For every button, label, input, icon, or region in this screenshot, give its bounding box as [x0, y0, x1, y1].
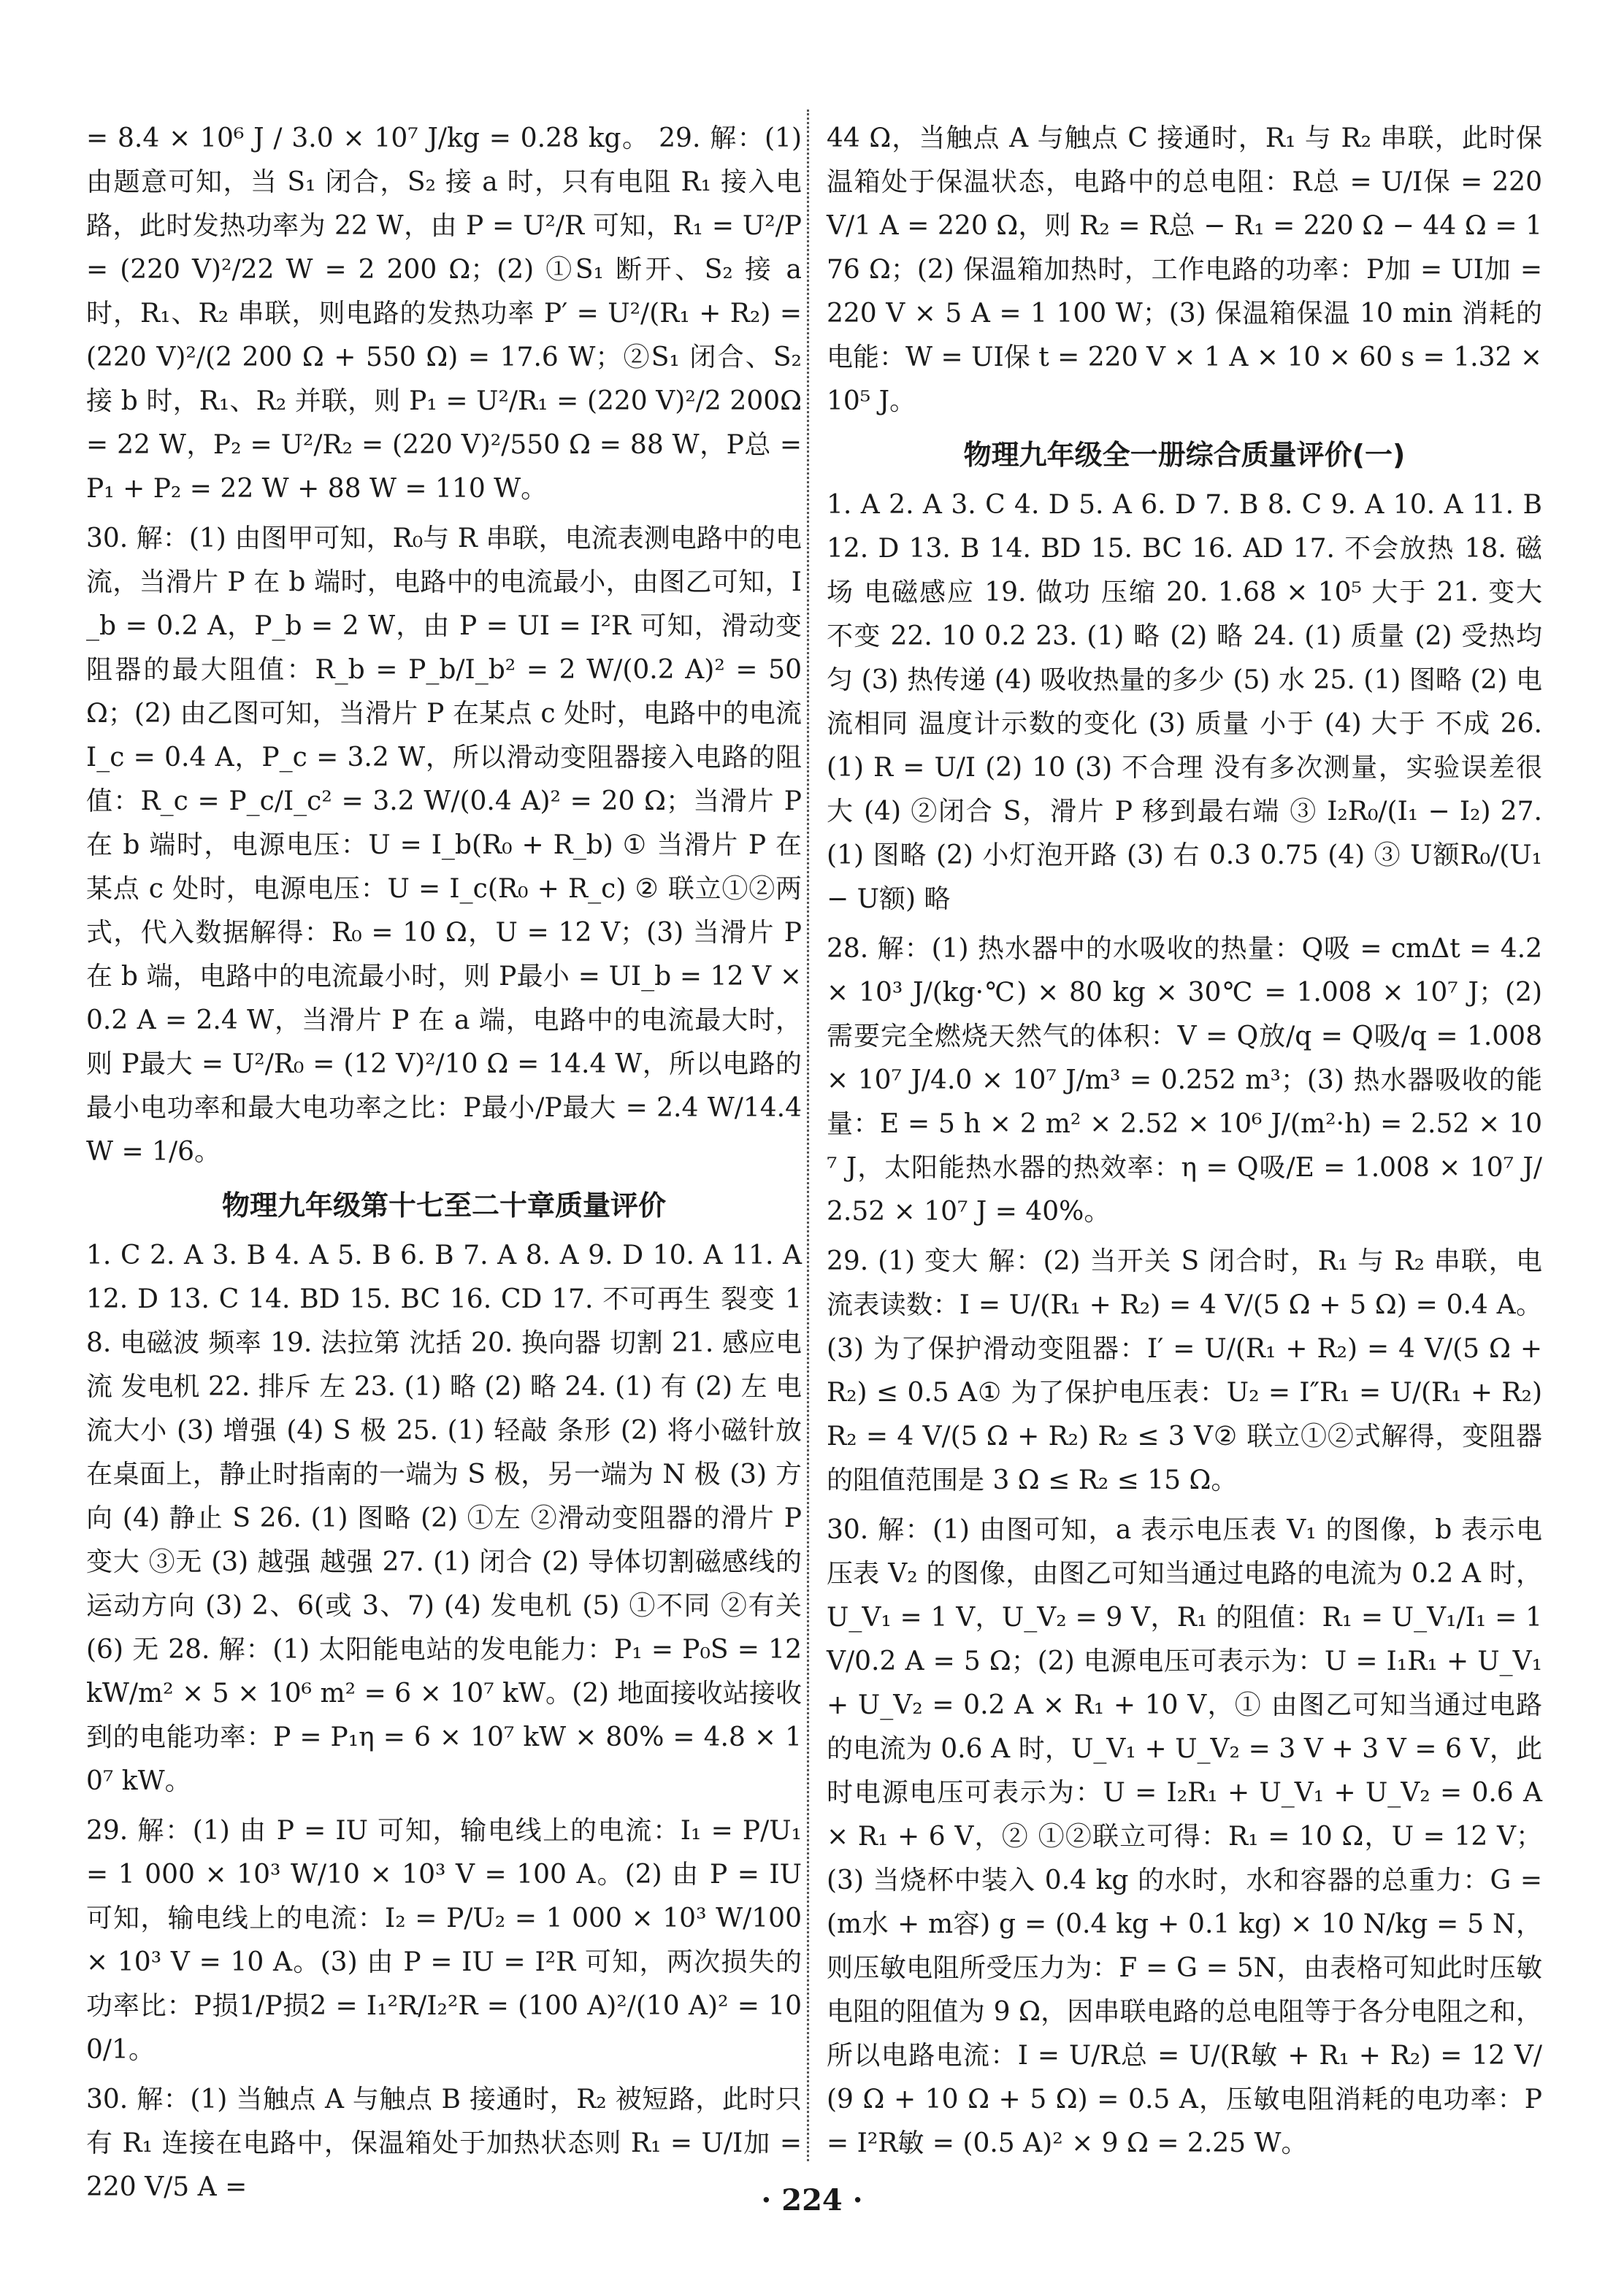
left-q30b-paragraph: 30. 解：(1) 当触点 A 与触点 B 接通时，R₂ 被短路，此时只有 R₁ 连接在电路中，保温箱处于加热状态则 R₁ = U/I加 = 220 V/5 A =: [86, 2085, 802, 2202]
left-q29-paragraph: 29. 解：(1) 由 P = IU 可知，输电线上的电流：I₁ = P/U₁ = 1 000 × 10³ W/10 × 10³ V = 100 A。(2) 由 P = IU 可知，输电线上的电流：I₂ = P/U₂ = 1 000 × 10³ W/100 × 10³ V = 10 A。(3) 由 P = IU = I²R 可知，两次损失的功率比：P损1/P损2 = I₁²R/I₂²R = (100 A)²/(10 A)² = 100/1。: [86, 1816, 802, 2065]
left-column: [86, 117, 802, 2215]
page-number: · 224 ·: [761, 2183, 863, 2217]
right-q29-paragraph: 29. (1) 变大 解：(2) 当开关 S 闭合时，R₁ 与 R₂ 串联，电流表读数：I = U/(R₁ + R₂) = 4 V/(5 Ω + 5 Ω) = 0.4 A。(3) 为了保护滑动变阻器：I′ = U/(R₁ + R₂) = 4 V/(5 Ω + R₂) ≤ 0.5 A① 为了保护电压表：U₂ = I″R₁ = U/(R₁ + R₂) R₂ = 4 V/(5 Ω + R₂) R₂ ≤ 3 V② 联立①②式解得，变阻器的阻值范围是 3 Ω ≤ R₂ ≤ 15 Ω。: [827, 1246, 1542, 1495]
left-q30-paragraph: 30. 解：(1) 由图甲可知，R₀与 R 串联，电流表测电路中的电流，当滑片 P 在 b 端时，电路中的电流最小，由图乙可知，I_b = 0.2 A，P_b = 2 W，由 P = UI = I²R 可知，滑动变阻器的最大阻值：R_b = P_b/I_b² = 2 W/(0.2 A)² = 50 Ω；(2) 由乙图可知，当滑片 P 在某点 c 处时，电路中的电流 I_c = 0.4 A，P_c = 3.2 W，所以滑动变阻器接入电路的阻值：R_c = P_c/I_c² = 3.2 W/(0.4 A)² = 20 Ω；当滑片 P 在 b 端时，电源电压：U = I_b(R₀ + R_b) ① 当滑片 P 在某点 c 处时，电源电压：U = I_c(R₀ + R_c) ② 联立①②两式，代入数据解得：R₀ = 10 Ω，U = 12 V；(3) 当滑片 P 在 b 端，电路中的电流最小时，则 P最小 = UI_b = 12 V × 0.2 A = 2.4 W，当滑片 P 在 a 端，电路中的电流最大时，则 P最大 = U²/R₀ = (12 V)²/10 Ω = 14.4 W，所以电路的最小电功率和最大电功率之比：P最小/P最大 = 2.4 W/14.4 W = 1/6。: [86, 524, 802, 1167]
section-heading-ch17-20: 物理九年级第十七至二十章质量评价: [221, 1189, 666, 1222]
right-q30-paragraph: 30. 解：(1) 由图可知，a 表示电压表 V₁ 的图像，b 表示电压表 V₂ 的图像，由图乙可知当通过电路的电流为 0.2 A 时，U_V₁ = 1 V，U_V₂ = 9 V，R₁ 的阻值：R₁ = U_V₁/I₁ = 1 V/0.2 A = 5 Ω；(2) 电源电压可表示为：U = I₁R₁ + U_V₁ + U_V₂ = 0.2 A × R₁ + 10 V，① 由图乙可知当通过电路的电流为 0.6 A 时，U_V₁ + U_V₂ = 3 V + 3 V = 6 V，此时电源电压可表示为：U = I₂R₁ + U_V₁ + U_V₂ = 0.6 A × R₁ + 6 V，② ①②联立可得：R₁ = 10 Ω，U = 12 V；(3) 当烧杯中装入 0.4 kg 的水时，水和容器的总重力：G = (m水 + m容) g = (0.4 kg + 0.1 kg) × 10 N/kg = 5 N，则压敏电阻所受压力为：F = G = 5N，由表格可知此时压敏电阻的阻值为 9 Ω，因串联电路的总电阻等于各分电阻之和，所以电路电流：I = U/R总 = U/(R敏 + R₁ + R₂) = 12 V/(9 Ω + 10 Ω + 5 Ω) = 0.5 A，压敏电阻消耗的电功率：P = I²R敏 = (0.5 A)² × 9 Ω = 2.25 W。: [827, 1515, 1542, 2158]
right-q28-paragraph: 28. 解：(1) 热水器中的水吸收的热量：Q吸 = cmΔt = 4.2 × 10³ J/(kg·℃) × 80 kg × 30℃ = 1.008 × 10⁷ J；(2) 需要完全燃烧天然气的体积：V = Q放/q = Q吸/q = 1.008 × 10⁷ J/4.0 × 10⁷ J/m³ = 0.252 m³；(3) 热水器吸收的能量：E = 5 h × 2 m² × 2.52 × 10⁶ J/(m²·h) = 2.52 × 10⁷ J，太阳能热水器的热效率：η = Q吸/E = 1.008 × 10⁷ J/2.52 × 10⁷ J = 40%。: [827, 934, 1542, 1227]
left-intro-paragraph: = 8.4 × 10⁶ J / 3.0 × 10⁷ J/kg = 0.28 kg。 29. 解：(1) 由题意可知，当 S₁ 闭合，S₂ 接 a 时，只有电阻 R₁ 接入电路，此时发热功率为 22 W，由 P = U²/R 可知，R₁ = U²/P = (220 V)²/22 W = 2 200 Ω；(2) ①S₁ 断开、S₂ 接 a 时，R₁、R₂ 串联，则电路的发热功率 P′ = U²/(R₁ + R₂) = (220 V)²/(2 200 Ω + 550 Ω) = 17.6 W；②S₁ 闭合、S₂ 接 b 时，R₁、R₂ 并联，则 P₁ = U²/R₁ = (220 V)²/2 200Ω = 22 W，P₂ = U²/R₂ = (220 V)²/550 Ω = 88 W，P总 = P₁ + P₂ = 22 W + 88 W = 110 W。: [86, 123, 802, 504]
right-column: [827, 117, 1542, 2171]
right-continuation-paragraph: 44 Ω，当触点 A 与触点 C 接通时，R₁ 与 R₂ 串联，此时保温箱处于保温状态，电路中的总电阻：R总 = U/I保 = 220 V/1 A = 220 Ω，则 R₂ = R总 − R₁ = 220 Ω − 44 Ω = 176 Ω；(2) 保温箱加热时，工作电路的功率：P加 = UI加 = 220 V × 5 A = 1 100 W；(3) 保温箱保温 10 min 消耗的电能：W = UI保 t = 220 V × 1 A × 10 × 60 s = 1.32 × 10⁵ J。: [827, 123, 1542, 416]
column-divider: [807, 110, 809, 2161]
right-answers-paragraph: 1. A 2. A 3. C 4. D 5. A 6. D 7. B 8. C 9. A 10. A 11. B 12. D 13. B 14. BD 15. BC 16. AD 17. 不会放热 18. 磁场 电磁感应 19. 做功 压缩 20. 1.68 × 10⁵ 大于 21. 变大 不变 22. 10 0.2 23. (1) 略 (2) 略 24. (1) 质量 (2) 受热均匀 (3) 热传递 (4) 吸收热量的多少 (5) 水 25. (1) 图略 (2) 电流相同 温度计示数的变化 (3) 质量 小于 (4) 大于 不成 26. (1) R = U/I (2) 10 (3) 不合理 没有多次测量，实验误差很大 (4) ②闭合 S，滑片 P 移到最右端 ③ I₂R₀/(I₁ − I₂) 27. (1) 图略 (2) 小灯泡开路 (3) 右 0.3 0.75 (4) ③ U额R₀/(U₁ − U额) 略: [827, 490, 1542, 914]
left-answers-paragraph: 1. C 2. A 3. B 4. A 5. B 6. B 7. A 8. A 9. D 10. A 11. A 12. D 13. C 14. BD 15. BC 16. CD 17. 不可再生 裂变 18. 电磁波 频率 19. 法拉第 沈括 20. 换向器 切割 21. 感应电流 发电机 22. 排斥 左 23. (1) 略 (2) 略 24. (1) 有 (2) 左 电流大小 (3) 增强 (4) S 极 25. (1) 轻敲 条形 (2) 将小磁针放在桌面上，静止时指南的一端为 S 极，另一端为 N 极 (3) 方向 (4) 静止 S 26. (1) 图略 (2) ①左 ②滑动变阻器的滑片 P 变大 ③无 (3) 越强 越强 27. (1) 闭合 (2) 导体切割磁感线的运动方向 (3) 2、6(或 3、7) (4) 发电机 (5) ①不同 ②有关 (6) 无 28. 解：(1) 太阳能电站的发电能力：P₁ = P₀S = 12 kW/m² × 5 × 10⁶ m² = 6 × 10⁷ kW。(2) 地面接收站接收到的电能功率：P = P₁η = 6 × 10⁷ kW × 80% = 4.8 × 10⁷ kW。: [86, 1241, 802, 1796]
section-heading-comprehensive-1: 物理九年级全一册综合质量评价(一): [963, 439, 1406, 471]
